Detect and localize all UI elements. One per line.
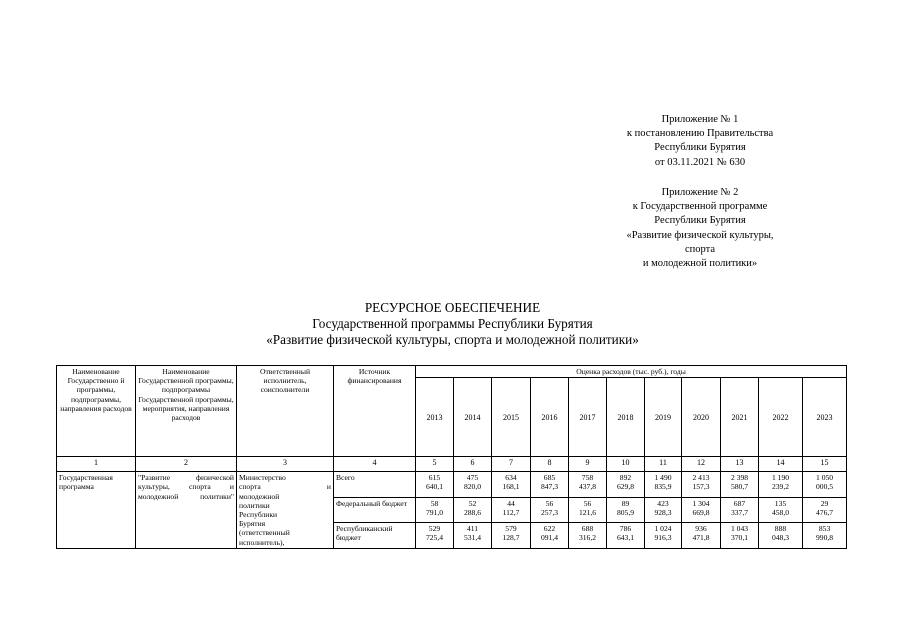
value-thousands: 687: [733, 498, 746, 508]
value-thousands: 56: [583, 498, 592, 508]
value-units: 257,3: [540, 507, 559, 517]
value-thousands: 1 043: [730, 524, 749, 534]
value-cell: [492, 523, 531, 549]
value-cell: [454, 523, 492, 549]
value-cell: [531, 472, 569, 498]
year-header: 2013: [416, 378, 454, 457]
value-thousands: 892: [619, 473, 632, 483]
value-units: 000,5: [816, 482, 834, 492]
value-thousands: 58: [430, 498, 439, 508]
executor-line: спорта и: [239, 482, 331, 492]
value-units: 458,0: [771, 507, 790, 517]
value-units: 669,8: [692, 507, 710, 517]
header-measure-name: Наименование Государственной программы, подпрограммы Государственной программы, мероприятия, направления расходов: [136, 366, 237, 457]
value-cell: [759, 472, 803, 498]
value-thousands: 888: [774, 524, 787, 534]
appendix-2-line: «Развитие физической культуры,: [626, 229, 774, 241]
column-number: 8: [531, 457, 569, 472]
value-cell: [803, 472, 847, 498]
executor-line: Бурятия: [239, 519, 266, 529]
value-units: 288,6: [463, 507, 482, 517]
value-units: 157,3: [692, 482, 710, 492]
value-cell: [759, 523, 803, 549]
value-thousands: 622: [543, 524, 556, 534]
value-cell: [416, 497, 454, 523]
executor-cell: [237, 472, 334, 549]
year-header: 2022: [759, 378, 803, 457]
year-header: 2015: [492, 378, 531, 457]
year-header: 2023: [803, 378, 847, 457]
appendix-2-line: Республики Бурятия: [654, 215, 746, 227]
value-thousands: 52: [468, 498, 477, 508]
executor-line: молодежной: [239, 491, 280, 501]
value-cell: [645, 523, 682, 549]
value-units: 629,8: [616, 482, 635, 492]
value-cell: [607, 497, 645, 523]
value-cell: [416, 472, 454, 498]
value-thousands: 44: [507, 498, 515, 508]
value-units: 531,4: [463, 533, 482, 543]
value-units: 820,0: [463, 482, 482, 492]
column-number: 5: [416, 457, 454, 472]
header-estimate: Оценка расходов (тыс. руб.), годы: [416, 366, 847, 378]
value-thousands: 475: [466, 473, 479, 483]
resource-table: [56, 365, 847, 549]
value-thousands: 56: [545, 498, 554, 508]
funding-source-cell: Республиканский бюджет: [334, 523, 416, 549]
value-units: 471,8: [692, 533, 710, 543]
value-cell: [569, 523, 607, 549]
header-program-name: Наименование Государственно й программы, подпрограммы, направления расходов: [57, 366, 136, 457]
value-thousands: 529: [428, 524, 441, 534]
appendix-1-line: к постановлению Правительства: [626, 128, 774, 140]
table-row: [57, 472, 847, 498]
value-thousands: 135: [774, 498, 787, 508]
appendix-2-line: спорта: [684, 243, 716, 255]
value-units: 128,7: [502, 533, 520, 543]
value-units: 643,1: [616, 533, 635, 543]
column-number: 6: [454, 457, 492, 472]
year-header: 2014: [454, 378, 492, 457]
appendix-2-line: и молодежной политики»: [642, 258, 758, 270]
value-units: 091,4: [540, 533, 559, 543]
appendix-1-line: от 03.11.2021 № 630: [654, 156, 746, 168]
executor-line: исполнитель),: [239, 537, 285, 547]
value-units: 847,3: [540, 482, 559, 492]
value-thousands: 579: [505, 524, 517, 534]
value-units: 805,9: [616, 507, 635, 517]
value-thousands: 411: [466, 524, 479, 534]
program-name-cell: "Развитие физической культуры, спорта и молодежной политики": [136, 472, 237, 549]
year-header: 2018: [607, 378, 645, 457]
value-units: 640,1: [425, 482, 444, 492]
value-cell: [454, 497, 492, 523]
appendix-1-block: [600, 113, 800, 170]
value-thousands: 423: [657, 498, 669, 508]
value-units: 791,0: [425, 507, 444, 517]
value-thousands: 89: [621, 498, 630, 508]
value-thousands: 615: [428, 473, 441, 483]
title-line-2: Государственной программы Республики Бурятия: [312, 316, 593, 331]
column-number: 14: [759, 457, 803, 472]
value-units: 121,6: [578, 507, 597, 517]
funding-source-cell: Федеральный бюджет: [334, 497, 416, 523]
value-thousands: 786: [619, 524, 632, 534]
column-number: 4: [334, 457, 416, 472]
value-cell: [682, 497, 721, 523]
value-units: 725,4: [425, 533, 444, 543]
value-thousands: 1 490: [654, 473, 672, 483]
value-cell: [416, 523, 454, 549]
value-cell: [531, 523, 569, 549]
executor-line: (ответственный: [239, 528, 290, 538]
year-header: 2017: [569, 378, 607, 457]
value-units: 476,7: [816, 507, 834, 517]
executor-line: политики: [239, 500, 270, 510]
column-number: 10: [607, 457, 645, 472]
value-units: 580,7: [730, 482, 749, 492]
column-number: 12: [682, 457, 721, 472]
value-cell: [721, 472, 759, 498]
column-number: 1: [57, 457, 136, 472]
value-cell: [607, 472, 645, 498]
value-units: 316,2: [578, 533, 597, 543]
header-executor: Ответственный исполнитель, соисполнители: [237, 366, 334, 457]
value-cell: [645, 497, 682, 523]
value-cell: [803, 497, 847, 523]
value-units: 239,2: [771, 482, 790, 492]
value-thousands: 1 304: [692, 498, 710, 508]
year-header: 2020: [682, 378, 721, 457]
value-cell: [759, 497, 803, 523]
year-header: 2016: [531, 378, 569, 457]
value-units: 337,7: [730, 507, 749, 517]
value-cell: [492, 497, 531, 523]
column-number: 13: [721, 457, 759, 472]
value-cell: [569, 472, 607, 498]
value-cell: [607, 523, 645, 549]
value-units: 048,3: [771, 533, 790, 543]
value-thousands: 2 413: [692, 473, 710, 483]
value-thousands: 1 050: [816, 473, 834, 483]
value-thousands: 634: [505, 473, 517, 483]
column-number: 7: [492, 457, 531, 472]
value-cell: [492, 472, 531, 498]
column-number: 2: [136, 457, 237, 472]
column-number: 15: [803, 457, 847, 472]
value-thousands: 685: [543, 473, 556, 483]
value-cell: [569, 497, 607, 523]
executor-line: Республики: [239, 510, 278, 520]
appendix-2-block: [600, 186, 800, 271]
value-cell: [454, 472, 492, 498]
year-header: 2019: [645, 378, 682, 457]
value-units: 990,8: [816, 533, 834, 543]
column-number-row: [57, 457, 847, 472]
appendix-1-line: Приложение № 1: [661, 114, 739, 125]
appendix-1-line: Республики Бурятия: [654, 142, 746, 154]
funding-source-cell: Всего: [334, 472, 416, 498]
value-cell: [682, 472, 721, 498]
column-number: 9: [569, 457, 607, 472]
document-title: [0, 300, 905, 348]
value-cell: [803, 523, 847, 549]
value-units: 370,1: [730, 533, 749, 543]
value-thousands: 758: [581, 473, 594, 483]
value-cell: [721, 497, 759, 523]
executor-line: Министерство: [239, 473, 286, 483]
program-level-cell: Государственная программа: [57, 472, 136, 549]
appendix-2-line: к Государственной программе: [632, 201, 768, 213]
value-thousands: 1 190: [771, 473, 790, 483]
column-number: 11: [645, 457, 682, 472]
value-units: 928,3: [654, 507, 672, 517]
value-cell: [682, 523, 721, 549]
value-thousands: 853: [818, 524, 831, 534]
value-units: 835,9: [654, 482, 672, 492]
title-line-1: РЕСУРСНОЕ ОБЕСПЕЧЕНИЕ: [364, 300, 541, 315]
value-units: 112,7: [502, 507, 520, 517]
appendix-2-line: Приложение № 2: [661, 187, 739, 198]
value-units: 437,8: [578, 482, 597, 492]
value-thousands: 1 024: [654, 524, 672, 534]
value-cell: [645, 472, 682, 498]
header-funding-source: Источник финансирования: [334, 366, 416, 457]
value-thousands: 936: [695, 524, 707, 534]
value-thousands: 688: [581, 524, 594, 534]
year-header: 2021: [721, 378, 759, 457]
value-thousands: 29: [820, 498, 829, 508]
title-line-3: «Развитие физической культуры, спорта и молодежной политики»: [266, 332, 639, 347]
value-units: 916,3: [654, 533, 672, 543]
value-thousands: 2 398: [730, 473, 749, 483]
column-number: 3: [237, 457, 334, 472]
value-units: 168,1: [502, 482, 520, 492]
value-cell: [531, 497, 569, 523]
value-cell: [721, 523, 759, 549]
header-row: [57, 366, 847, 378]
